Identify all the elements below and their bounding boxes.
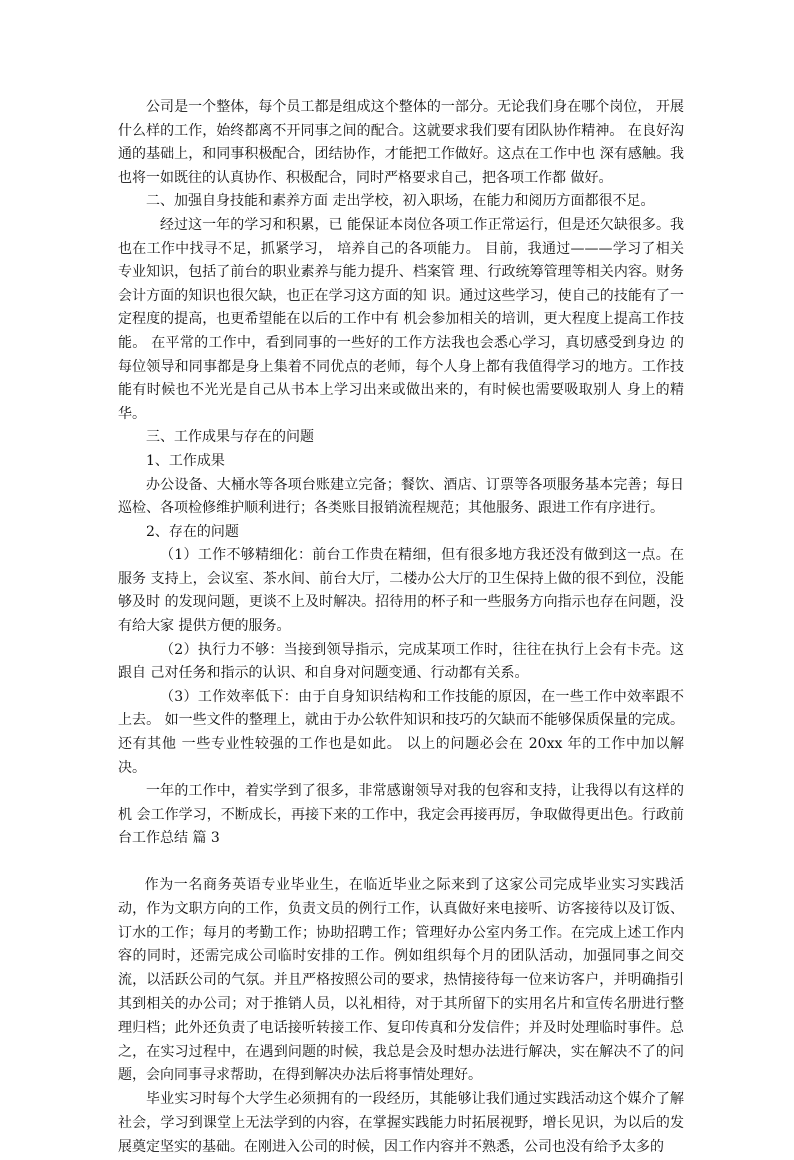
document-page — [118, 96, 684, 1160]
paragraph-closing: 一年的工作中，着实学到了很多，非常感谢领导对我的包容和支持，让我得以有这样的机 会工作学习，不断成长，再接下来的工作中，我定会再接再厉，争取做得更出色。行政前台工作总结 篇 3 — [118, 783, 684, 847]
subheading-issues: 2、存在的问题 — [146, 523, 239, 540]
paragraph-internship-value: 毕业实习时每个大学生必须拥有的一段经历，其能够让我们通过实践活动这个媒介了解社会，学习到课堂上无法学到的内容，在掌握实践能力时拓展视野，增长见识，为以后的发展奠定坚实的基础。在刚进入公司的时候，因工作内容并不熟悉，公司也没有给予太多的 — [118, 1091, 684, 1155]
section-spacer — [118, 851, 684, 874]
paragraph-issue-2: （2）执行力不够：当接到领导指示，完成某项工作时，往往在执行上会有卡壳。这跟自 己对任务和指示的认识、和自身对问题变通、行动都有关系。 — [118, 641, 684, 682]
section-internship — [118, 874, 684, 1160]
paragraph-results: 办公设备、大桶水等各项台账建立完备；餐饮、酒店、订票等各项服务基本完善；每日巡检、各项检修维护顺利进行；各类账目报销流程规范；其他服务、跟进工作有序进行。 — [118, 476, 684, 517]
paragraph-learning: 经过这一年的学习和积累，已 能保证本岗位各项工作正常运行，但是还欠缺很多。我也在工作中找寻不足，抓紧学习， 培养自己的各项能力。 目前，我通过———学习了相关专业知识，包括了前台的职业素养与能力提升、档案管 理、行政统筹管理等相关内容。财务会计方面的知识也很欠缺，也正在学习这方面的知 识。通过这些学习，使自己的技能有了一定程度的提高，也更希望能在以后的工作中有 机会参加相关的培训，更大程度上提高工作技能。 在平常的工作中，看到同事的一些好的工作方法我也会悉心学习，真切感受到身边 的每位领导和同事都是身上集着不同优点的老师，每个人身上都有我值得学习的地方。工作技能有时候也不光光是自己从书本上学习出来或做出来的，有时候也需要吸取别人 身上的精华。 — [118, 216, 684, 422]
paragraph-issue-3: （3）工作效率低下：由于自身知识结构和工作技能的原因，在一些工作中效率跟不上去。 如一些文件的整理上，就由于办公软件知识和技巧的欠缺而不能够保质保量的完成。还有其他 一些专业性较强的工作也是如此。 以上的问题必会在 20xx 年的工作中加以解决。 — [118, 688, 684, 776]
section-work-summary — [118, 96, 684, 851]
heading-results-issues: 三、工作成果与存在的问题 — [146, 429, 314, 446]
paragraph-issue-1: （1）工作不够精细化：前台工作贵在精细，但有很多地方我还没有做到这一点。在服务 支持上，会议室、茶水间、前台大厅，二楼办公大厅的卫生保持上做的很不到位，没能够及时 的发现问题，更谈不上及时解决。招待用的杯子和一些服务方向指示也存在问题，没有给大家 提供方便的服务。 — [118, 547, 684, 635]
paragraph-internship-duties: 作为一名商务英语专业毕业生，在临近毕业之际来到了这家公司完成毕业实习实践活动，作为文职方向的工作，负责文员的例行工作，认真做好来电接听、访客接待以及订饭、订水的工作；每月的考勤工作；协助招聘工作；管理好办公室内务工作。在完成上述工作内容的同时，还需完成公司临时安排的工作。例如组织每个月的团队活动，加强同事之间交流，以活跃公司的气氛。并且严格按照公司的要求，热情接待每一位来访客户，并明确指引其到相关的办公司；对于推销人员，以礼相待，对于其所留下的实用名片和宣传名册进行整理归档；此外还负责了电话接听转接工作、复印传真和分发信件；并及时处理临时事件。总之，在实习过程中，在遇到问题的时候，我总是会及时想办法进行解决，实在解决不了的问题，会向同事寻求帮助，在得到解决办法后将事情处理好。 — [118, 877, 684, 1084]
subheading-results: 1、工作成果 — [146, 452, 225, 469]
heading-skills: 二、加强自身技能和素养方面 走出学校，初入职场，在能力和阅历方面都很不足。 — [146, 193, 655, 210]
paragraph-teamwork: 公司是一个整体，每个员工都是组成这个整体的一部分。无论我们身在哪个岗位， 开展什么样的工作，始终都离不开同事之间的配合。这就要求我们要有团队协作精神。 在良好沟通的基础上，和同事积极配合，团结协作，才能把工作做好。这点在工作中也 深有感触。我也将一如既往的认真协作、积极配合，同时严格要求自己，把各项工作都 做好。 — [118, 99, 684, 186]
